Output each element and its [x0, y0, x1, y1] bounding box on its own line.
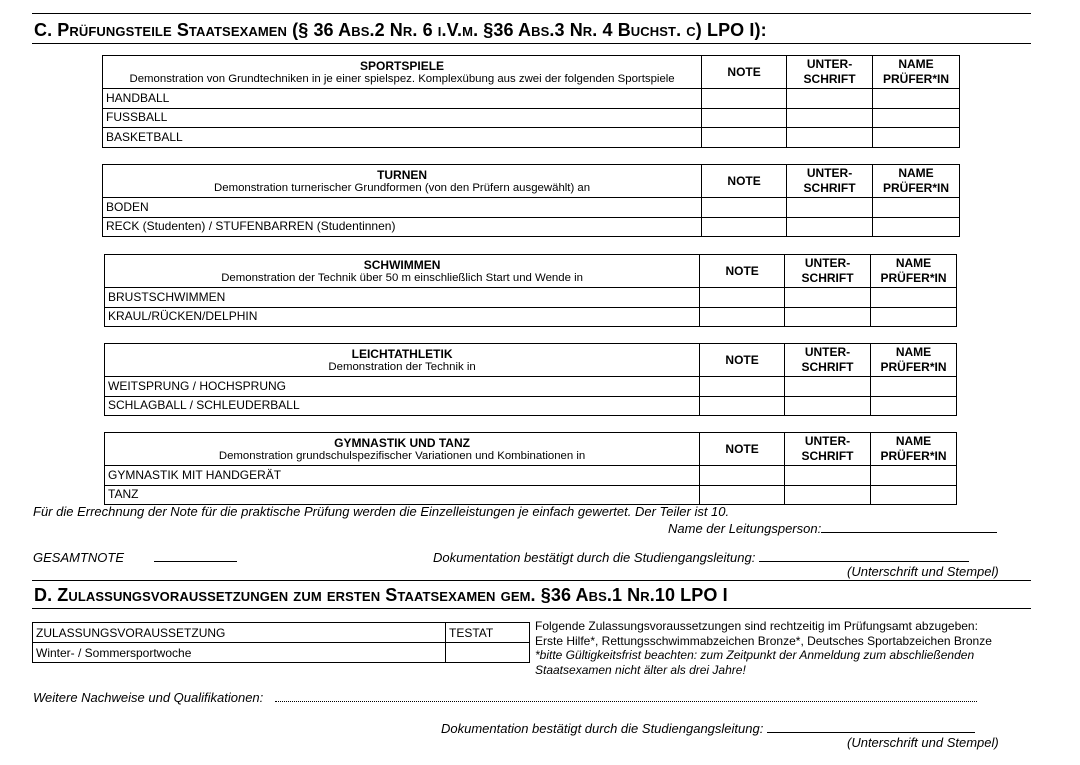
doku-signature-line-d[interactable] — [767, 719, 975, 733]
pruefer-label-1: NAME — [898, 166, 934, 180]
gesamtnote-field[interactable] — [33, 548, 237, 565]
discipline-label: TANZ — [105, 485, 700, 505]
note-column-header: NOTE — [700, 344, 785, 377]
section-c-bottom-rule — [32, 43, 1031, 44]
discipline-label: KRAUL/RÜCKEN/DELPHIN — [105, 307, 700, 327]
info-line-4: Staatsexamen nicht älter als drei Jahre! — [535, 662, 746, 677]
table-row — [33, 643, 530, 663]
leitung-name-line[interactable] — [821, 519, 997, 533]
table-header-cell — [105, 344, 700, 377]
pruefer-column-header — [873, 165, 960, 198]
table-title: GYMNASTIK UND TANZ — [334, 436, 470, 450]
unterschrift-label-2: SCHRIFT — [803, 72, 856, 86]
info-line-3: *bitte Gültigkeitsfrist beachten: zum Zeitpunkt der Anmeldung zum abschließenden — [535, 648, 975, 662]
signature-cell[interactable] — [785, 377, 871, 397]
doku-signature-line-c[interactable] — [759, 548, 969, 562]
unterschrift-label-2: SCHRIFT — [801, 271, 854, 285]
pruefer-label-1: NAME — [895, 256, 932, 270]
weitere-nachweise-dotted-line[interactable] — [275, 690, 977, 702]
unterschrift-label-1: UNTER- — [806, 57, 853, 71]
signature-cell[interactable] — [787, 128, 873, 148]
examiner-cell[interactable] — [871, 288, 957, 308]
examiner-cell[interactable] — [870, 377, 956, 397]
table-row — [105, 288, 957, 308]
table-row — [105, 466, 957, 486]
note-column-header: NOTE — [700, 433, 785, 466]
note-cell[interactable] — [700, 396, 785, 416]
table-subtitle: Demonstration von Grundtechniken in je einer spielspez. Komplexübung aus zwei der folgenden Sportspiele — [129, 72, 675, 85]
req-label: Winter- / Sommersportwoche — [33, 643, 446, 663]
note-cell[interactable] — [700, 466, 785, 486]
unterschrift-label-2: SCHRIFT — [801, 449, 854, 463]
signature-cell[interactable] — [785, 466, 871, 486]
section-d-bottom-rule — [32, 608, 1031, 609]
doku-label-d: Dokumentation bestätigt durch die Studiengangsleitung: — [441, 721, 764, 736]
note-column-header: NOTE — [702, 165, 787, 198]
examiner-cell[interactable] — [873, 198, 960, 218]
unterschrift-column-header — [785, 433, 871, 466]
table-header-cell — [105, 433, 700, 466]
note-cell[interactable] — [702, 198, 787, 218]
doku-field-d[interactable] — [441, 719, 975, 736]
table-row — [103, 128, 960, 148]
table-subtitle: Demonstration grundschulspezifischer Variationen und Kombinationen in — [218, 449, 586, 462]
signature-cell[interactable] — [787, 89, 873, 109]
note-cell[interactable] — [702, 89, 787, 109]
section-c-top-rule — [32, 13, 1031, 14]
unterschrift-column-header — [785, 255, 871, 288]
examiner-cell[interactable] — [873, 128, 960, 148]
pruefer-label-1: NAME — [895, 434, 932, 448]
pruefer-label-2: PRÜFER*IN — [883, 181, 950, 195]
unterschrift-label-1: UNTER- — [804, 256, 851, 270]
table-turnen — [102, 164, 960, 237]
gesamtnote-line[interactable] — [154, 548, 237, 562]
pruefer-label-2: PRÜFER*IN — [880, 449, 947, 463]
leitung-name-label: Name der Leitungsperson: — [668, 521, 822, 536]
table-header-row — [33, 623, 530, 643]
unterschrift-label-1: UNTER- — [806, 166, 853, 180]
weitere-nachweise-field[interactable] — [33, 690, 977, 705]
stempel-label-d: (Unterschrift und Stempel) — [847, 735, 999, 750]
note-cell[interactable] — [700, 288, 785, 308]
discipline-label: BRUSTSCHWIMMEN — [105, 288, 700, 308]
section-d-title: D. Zulassungsvoraussetzungen zum ersten Staatsexamen gem. §36 Abs.1 Nr.10 LPO I — [34, 585, 728, 605]
pruefer-label-2: PRÜFER*IN — [880, 360, 947, 374]
table-zulassung — [32, 622, 530, 663]
note-cell[interactable] — [702, 217, 787, 237]
table-row — [105, 396, 957, 416]
table-sportspiele — [102, 55, 960, 148]
unterschrift-label-2: SCHRIFT — [803, 181, 856, 195]
grading-note: Für die Errechnung der Note für die praktische Prüfung werden die Einzelleistungen je einfach gewertet. Der Teiler ist 10. — [33, 504, 730, 519]
table-header-cell — [103, 56, 702, 89]
examiner-cell[interactable] — [873, 89, 960, 109]
leitung-name-field[interactable] — [668, 519, 997, 536]
table-title: SCHWIMMEN — [363, 258, 441, 272]
gesamtnote-label: GESAMTNOTE — [33, 550, 125, 565]
signature-cell[interactable] — [787, 198, 873, 218]
examiner-cell[interactable] — [873, 217, 960, 237]
table-row — [103, 89, 960, 109]
table-subtitle: Demonstration turnerischer Grundformen (von den Prüfern ausgewählt) an — [214, 181, 591, 194]
section-d-top-rule — [32, 580, 1031, 581]
examiner-cell[interactable] — [870, 466, 956, 486]
unterschrift-label-1: UNTER- — [804, 345, 851, 359]
note-cell[interactable] — [700, 377, 785, 397]
table-row — [105, 307, 957, 327]
signature-cell[interactable] — [785, 396, 871, 416]
note-column-header: NOTE — [700, 255, 785, 288]
table-row — [103, 198, 960, 218]
requirements-info — [535, 619, 992, 677]
examiner-cell[interactable] — [873, 108, 960, 128]
pruefer-column-header — [873, 56, 960, 89]
note-cell[interactable] — [700, 485, 785, 505]
examiner-cell[interactable] — [870, 396, 956, 416]
table-gymnastik-tanz — [104, 432, 957, 505]
table-title: SPORTSPIELE — [360, 59, 445, 73]
signature-cell[interactable] — [787, 108, 873, 128]
testat-cell[interactable] — [446, 643, 530, 663]
info-line-2: Erste Hilfe*, Rettungsschwimmabzeichen Bronze*, Deutsches Sportabzeichen Bronze — [535, 633, 992, 648]
discipline-label: FUSSBALL — [103, 108, 702, 128]
unterschrift-label-2: SCHRIFT — [801, 360, 854, 374]
unterschrift-column-header — [785, 344, 871, 377]
table-header-cell — [105, 255, 700, 288]
pruefer-column-header — [870, 344, 956, 377]
unterschrift-column-header — [787, 56, 873, 89]
table-leichtathletik — [104, 343, 957, 416]
table-row — [103, 217, 960, 237]
unterschrift-label-1: UNTER- — [804, 434, 851, 448]
table-row — [105, 377, 957, 397]
table-subtitle: Demonstration der Technik in — [328, 360, 476, 373]
weitere-nachweise-label: Weitere Nachweise und Qualifikationen: — [33, 690, 264, 705]
testat-column-header: TESTAT — [446, 623, 530, 643]
signature-cell[interactable] — [785, 485, 871, 505]
note-column-header: NOTE — [702, 56, 787, 89]
unterschrift-column-header — [787, 165, 873, 198]
pruefer-label-1: NAME — [898, 57, 934, 71]
doku-label-c: Dokumentation bestätigt durch die Studiengangsleitung: — [433, 550, 756, 565]
discipline-label: RECK (Studenten) / STUFENBARREN (Studentinnen) — [103, 217, 702, 237]
pruefer-label-1: NAME — [895, 345, 932, 359]
examiner-cell[interactable] — [871, 307, 957, 327]
note-cell[interactable] — [702, 108, 787, 128]
table-row — [103, 108, 960, 128]
discipline-label: GYMNASTIK MIT HANDGERÄT — [105, 466, 700, 486]
req-column-header: ZULASSUNGSVORAUSSETZUNG — [33, 623, 446, 643]
table-title: LEICHTATHLETIK — [351, 347, 453, 361]
stempel-label-c: (Unterschrift und Stempel) — [847, 564, 999, 579]
table-schwimmen — [104, 254, 957, 327]
table-row — [105, 485, 957, 505]
table-header-cell — [103, 165, 702, 198]
signature-cell[interactable] — [787, 217, 873, 237]
note-cell[interactable] — [700, 307, 785, 327]
examiner-cell[interactable] — [870, 485, 956, 505]
table-title: TURNEN — [377, 168, 428, 182]
pruefer-label-2: PRÜFER*IN — [883, 72, 950, 86]
section-c-title: C. Prüfungsteile Staatsexamen (§ 36 Abs.2 Nr. 6 i.V.m. §36 Abs.3 Nr. 4 Buchst. c) LPO I): — [34, 20, 767, 40]
discipline-label: HANDBALL — [103, 89, 702, 109]
table-subtitle: Demonstration der Technik über 50 m einschließlich Start und Wende in — [221, 271, 583, 284]
pruefer-label-2: PRÜFER*IN — [880, 271, 947, 285]
discipline-label: BODEN — [103, 198, 702, 218]
pruefer-column-header — [871, 255, 957, 288]
signature-cell[interactable] — [785, 307, 871, 327]
info-line-1: Folgende Zulassungsvoraussetzungen sind rechtzeitig im Prüfungsamt abzugeben: — [535, 619, 978, 633]
signature-cell[interactable] — [785, 288, 871, 308]
doku-field-c[interactable] — [433, 548, 969, 565]
discipline-label: SCHLAGBALL / SCHLEUDERBALL — [105, 396, 700, 416]
discipline-label: BASKETBALL — [103, 128, 702, 148]
pruefer-column-header — [870, 433, 956, 466]
note-cell[interactable] — [702, 128, 787, 148]
discipline-label: WEITSPRUNG / HOCHSPRUNG — [105, 377, 700, 397]
